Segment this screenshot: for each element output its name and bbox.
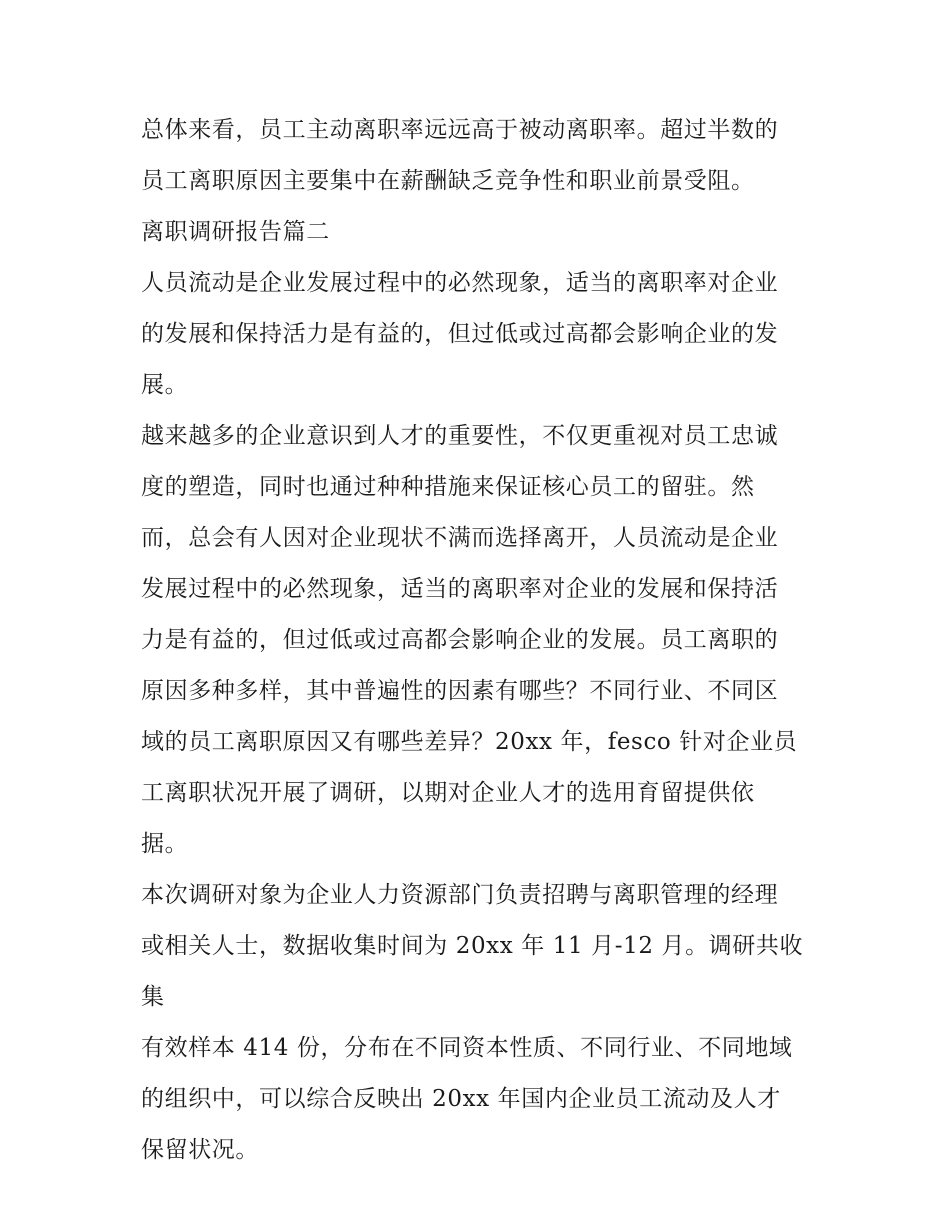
document-body xyxy=(141,105,813,1176)
paragraph-survey-scope: 本次调研对象为企业人力资源部门负责招聘与离职管理的经理 或相关人士，数据收集时间为 20xx 年 11 月-12 月。调研共收集 有效样本 414 份，分布在不同资本性质、不同行业、不同地域 的组织中，可以综合反映出 20xx 年国内企业员工流动及人才 保留状况。 xyxy=(141,882,804,1163)
paragraph-background: 越来越多的企业意识到人才的重要性，不仅更重视对员工忠诚 度的塑造，同时也通过种种措施来保证核心员工的留驻。然 而，总会有人因对企业现状不满而选择离开，人员流动是企业 发展过程中的必然现象，适当的离职率对企业的发展和保持活 力是有益的，但过低或过高都会影响企业的发展。员工离职的 原因多种多样，其中普遍性的因素有哪些？不同行业、不同区 域的员工离职原因又有哪些差异？20xx 年，fesco 针对企业员 工离职状况开展了调研，以期对企业人才的选用育留提供依 据。 xyxy=(141,423,798,857)
paragraph-intro: 人员流动是企业发展过程中的必然现象，适当的离职率对企业 的发展和保持活力是有益的，但过低或过高都会影响企业的发 展。 xyxy=(141,270,779,398)
section-heading: 离职调研报告篇二 xyxy=(141,219,330,245)
paragraph-summary: 总体来看，员工主动离职率远远高于被动离职率。超过半数的 员工离职原因主要集中在薪酬缺乏竞争性和职业前景受阻。 xyxy=(141,117,779,194)
